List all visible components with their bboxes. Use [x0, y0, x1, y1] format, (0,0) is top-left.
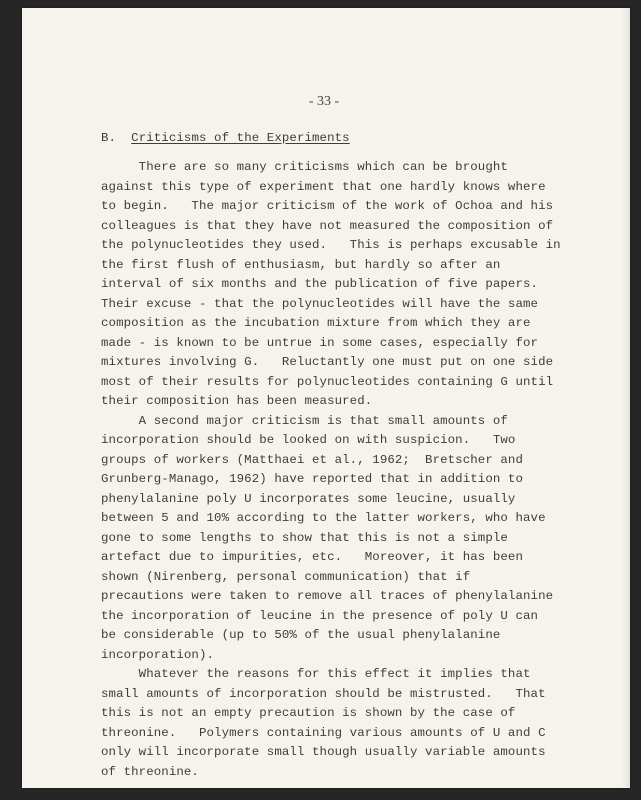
text-line: made - is known to be untrue in some cases, especially for — [101, 335, 539, 350]
text-line: composition as the incubation mixture from which they are — [101, 316, 531, 330]
text-line: A second major criticism is that small amounts of — [101, 413, 508, 428]
text-line: against this type of experiment that one hardly knows where — [101, 179, 546, 194]
text-line: Grunberg-Manago, 1962) have reported that in addition to — [101, 472, 523, 486]
text-line: be considerable (up to 50% of the usual phenylalanine — [101, 628, 501, 642]
text-line: between 5 and 10% according to the latter workers, who have — [101, 511, 546, 525]
text-line: phenylalanine poly U incorporates some leucine, usually — [101, 491, 516, 506]
text-line: Whatever the reasons for this effect it implies that — [101, 667, 531, 681]
text-line: gone to some lengths to show that this is not a simple — [101, 530, 508, 545]
document-page — [22, 8, 630, 788]
text-line: only will incorporate small though usually variable amounts — [101, 745, 546, 759]
text-line: incorporation). — [101, 647, 215, 662]
text-line: precautions were taken to remove all traces of phenylalanine — [101, 589, 554, 603]
text-line: most of their results for polynucleotides containing G until — [101, 374, 554, 389]
text-line: Their excuse - that the polynucleotides will have the same — [101, 296, 539, 311]
text-line: There are so many criticisms which can be brought — [101, 160, 508, 174]
text-line: shown (Nirenberg, personal communication) that if — [101, 569, 471, 584]
text-line: mixtures involving G. Reluctantly one must put on one side — [101, 355, 554, 369]
text-line: interval of six months and the publication of five papers. — [101, 277, 539, 291]
text-line: to begin. The major criticism of the work of Ochoa and his — [101, 199, 554, 213]
section-letter: B. — [101, 131, 117, 145]
text-line: artefact due to impurities, etc. Moreover, it has been — [101, 550, 523, 564]
text-line: small amounts of incorporation should be mistrusted. That — [101, 686, 546, 701]
text-line: of threonine. — [101, 764, 199, 779]
page-edge-shadow — [622, 8, 630, 788]
text-line: threonine. Polymers containing various amounts of U and C — [101, 725, 546, 740]
section-heading — [101, 131, 350, 145]
body-text — [101, 158, 581, 782]
text-line: incorporation should be looked on with suspicion. Two — [101, 433, 516, 447]
text-line: colleagues is that they have not measured the composition of — [101, 218, 554, 233]
text-line: groups of workers (Matthaei et al., 1962; Bretscher and — [101, 452, 523, 467]
text-line: the polynucleotides they used. This is perhaps excusable in — [101, 238, 561, 252]
text-line: the first flush of enthusiasm, but hardly so after an — [101, 257, 501, 272]
text-line: their composition has been measured. — [101, 394, 373, 408]
page-number: - 33 - — [308, 94, 340, 109]
section-title: Criticisms of the Experiments — [131, 131, 350, 145]
text-line: this is not an empty precaution is shown by the case of — [101, 706, 516, 720]
text-line: the incorporation of leucine in the presence of poly U can — [101, 608, 539, 623]
